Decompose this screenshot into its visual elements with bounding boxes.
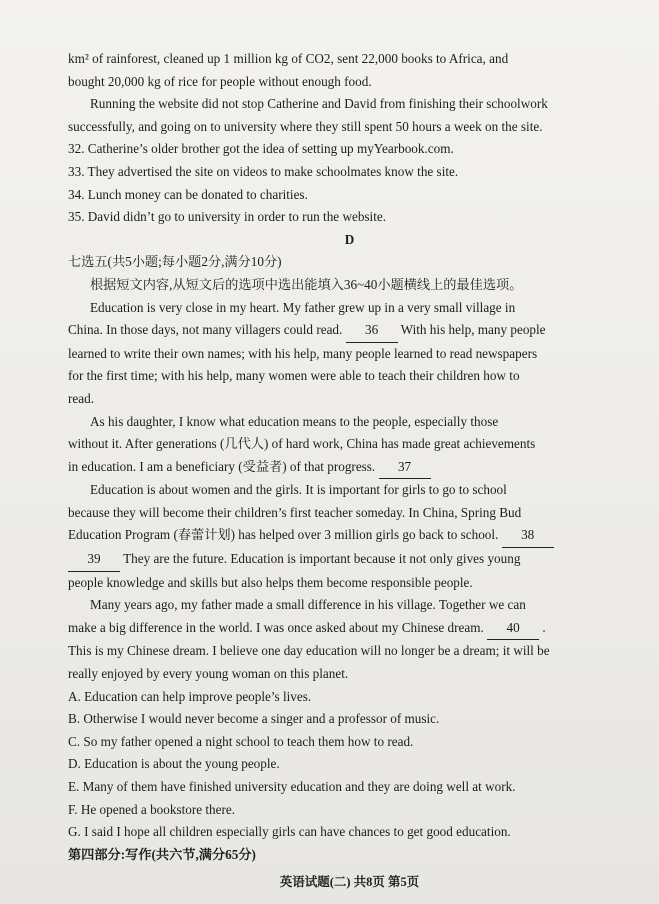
p2-line bbox=[68, 456, 631, 480]
p4-line bbox=[68, 617, 631, 641]
part-four-heading: 第四部分:写作(共六节,满分65分) bbox=[68, 846, 256, 862]
p2-line: without it. After generations (几代人) of hard work, China has made great achievements bbox=[68, 436, 536, 452]
p4-text: . bbox=[542, 619, 546, 635]
p1-line: learned to write their own names; with his help, many people learned to read newspapers bbox=[68, 345, 538, 361]
blank-37: 37 bbox=[379, 456, 431, 480]
passage-line: successfully, and going on to university where they still spent 50 hours a week on the site. bbox=[68, 118, 543, 134]
page-footer: 英语试题(二) 共8页 第5页 bbox=[279, 875, 420, 890]
p3-text: They are the future. Education is important because it not only gives young bbox=[123, 551, 521, 567]
p2-line: As his daughter, I know what education means to the people, especially those bbox=[90, 413, 499, 429]
section-letter: D bbox=[344, 231, 355, 247]
p1-line: read. bbox=[68, 390, 94, 406]
p2-text: in education. I am a beneficiary (受益者) of that progress. bbox=[68, 458, 376, 474]
p3-line: Education is about women and the girls. It is important for girls to go to school bbox=[90, 482, 507, 498]
statement-32: 32. Catherine’s older brother got the idea of setting up myYearbook.com. bbox=[68, 141, 454, 157]
p3-text: Education Program (春蕾计划) has helped over 3 million girls go back to school. bbox=[68, 527, 499, 543]
p3-line: because they will become their children’s first teacher someday. In China, Spring Bud bbox=[68, 504, 522, 520]
p1-line: Education is very close in my heart. My father grew up in a very small village in bbox=[90, 299, 516, 315]
p1-text: China. In those days, not many villagers could read. bbox=[68, 322, 343, 338]
option-b: B. Otherwise I would never become a singer and a professor of music. bbox=[68, 711, 440, 727]
p1-line: for the first time; with his help, many women were able to teach their children how to bbox=[68, 368, 520, 384]
passage-line: Running the website did not stop Catherine and David from finishing their schoolwork bbox=[90, 96, 548, 112]
section-instruction: 根据短文内容,从短文后的选项中选出能填入36~40小题横线上的最佳选项。 bbox=[90, 276, 523, 292]
statement-34: 34. Lunch money can be donated to charities. bbox=[68, 186, 308, 202]
p4-line: really enjoyed by every young woman on this planet. bbox=[68, 666, 349, 682]
p4-text: make a big difference in the world. I was once asked about my Chinese dream. bbox=[68, 619, 484, 635]
blank-39: 39 bbox=[68, 548, 120, 572]
p4-line: This is my Chinese dream. I believe one day education will no longer be a dream; it will be bbox=[68, 643, 550, 659]
p3-line bbox=[68, 524, 631, 548]
p1-line bbox=[68, 319, 631, 343]
option-g: G. I said I hope all children especially girls can have chances to get good education. bbox=[68, 824, 511, 840]
p4-line: Many years ago, my father made a small difference in his village. Together we can bbox=[90, 597, 526, 613]
blank-38: 38 bbox=[502, 524, 554, 548]
blank-36: 36 bbox=[346, 319, 398, 343]
option-c: C. So my father opened a night school to teach them how to read. bbox=[68, 733, 414, 749]
section-heading: 七选五(共5小题;每小题2分,满分10分) bbox=[68, 254, 282, 270]
statement-35: 35. David didn’t go to university in order to run the website. bbox=[68, 209, 387, 225]
p1-text: With his help, many people bbox=[400, 322, 546, 338]
blank-40: 40 bbox=[487, 617, 539, 641]
passage-line: km² of rainforest, cleaned up 1 million kg of CO2, sent 22,000 books to Africa, and bbox=[68, 51, 509, 66]
option-d: D. Education is about the young people. bbox=[68, 756, 280, 772]
p3-line: people knowledge and skills but also helps them become responsible people. bbox=[68, 574, 473, 590]
option-f: F. He opened a bookstore there. bbox=[68, 801, 236, 817]
passage-line: bought 20,000 kg of rice for people without enough food. bbox=[68, 73, 372, 89]
p3-line bbox=[68, 548, 631, 572]
option-e: E. Many of them have finished university education and they are doing well at work. bbox=[68, 779, 516, 794]
option-a: A. Education can help improve people’s lives. bbox=[68, 688, 312, 704]
statement-33: 33. They advertised the site on videos to make schoolmates know the site. bbox=[68, 163, 459, 179]
